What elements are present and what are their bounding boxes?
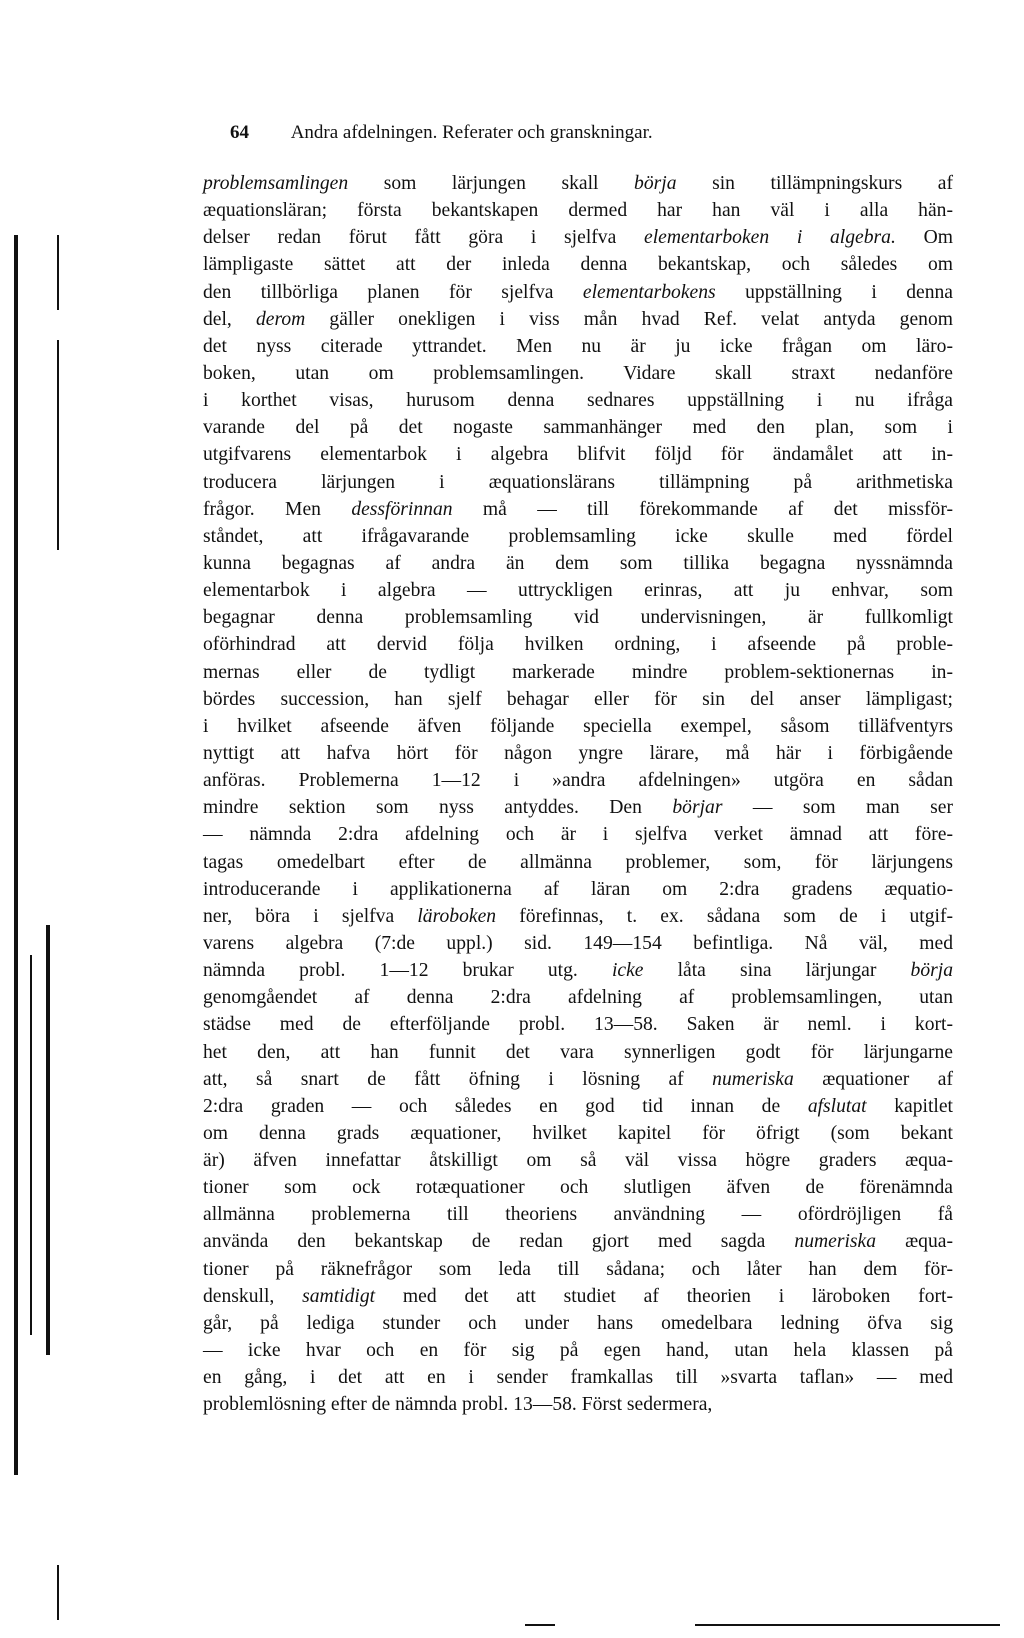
text-line: tagas omedelbart efter de allmänna problemer, som, för lärjungens (203, 851, 953, 873)
text-line: del, derom gäller onekligen i viss mån hvad Ref. velat antyda genom (203, 308, 954, 330)
scan-edge-left-2 (57, 235, 59, 310)
text-line: het den, att han funnit det vara synnerligen godt för lärjungarne (203, 1041, 953, 1063)
text-line: frågor. Men dessförinnan må — till förekommande af det missför- (203, 498, 953, 520)
text-line: — icke hvar och en för sig på egen hand, utan hela klassen på (203, 1340, 953, 1362)
text-line: elementarbok i algebra — uttryckligen erinras, att ju enhvar, som (203, 580, 953, 602)
text-line: kunna begagnas af andra än dem som tillika begagna nyssnämnda (203, 552, 953, 574)
text-line: begagnar denna problemsamling vid undervisningen, är fullkomligt (203, 607, 953, 629)
text-line: ner, böra i sjelfva läroboken förefinnas, t. ex. sådana som de i utgif- (203, 905, 954, 927)
scan-edge-left-4 (30, 955, 32, 1335)
text-line: att, så snart de fått öfning i lösning af numeriska æquationer af (203, 1068, 953, 1090)
text-line: mindre sektion som nyss antyddes. Den börjar — som man ser (203, 797, 953, 819)
text-line: utgifvarens elementarbok i algebra blifvit följd för ändamålet att in- (203, 444, 953, 466)
text-line: 2:dra graden — och således en god tid innan de afslutat kapitlet (203, 1095, 953, 1117)
text-line: varens algebra (7:de uppl.) sid. 149—154 befintliga. Nå väl, med (203, 932, 953, 954)
text-line: nyttigt att hafva hört för någon yngre lärare, må här i förbigående (203, 742, 953, 764)
body-text (203, 170, 953, 1418)
text-line: är) äfven innefattar åtskilligt om så väl vissa högre graders æqua- (203, 1150, 953, 1172)
running-title: Andra afdelningen. Referater och granskningar. (290, 122, 653, 143)
text-line: ståndet, att ifrågavarande problemsamling icke skulle med fördel (203, 525, 953, 547)
text-line: oförhindrad att dervid följa hvilken ordning, i afseende på proble- (203, 634, 953, 656)
scan-edge-left-6 (57, 1565, 59, 1620)
text-line: i hvilket afseende äfven följande speciella exempel, såsom tilläfventyrs (203, 715, 953, 737)
text-line: det nyss citerade yttrandet. Men nu är ju icke frågan om läro- (203, 335, 953, 357)
text-line: tioner som ock rotæquationer och slutligen äfven de förenämnda (203, 1177, 953, 1199)
text-line: — nämnda 2:dra afdelning och är i sjelfva verket ämnad att före- (203, 824, 953, 846)
text-line: problemsamlingen som lärjungen skall börja sin tillämpningskurs af (203, 173, 953, 194)
text-line: nämnda probl. 1—12 brukar utg. icke låta sina lärjungar börja (203, 960, 953, 982)
text-line: i korthet visas, hurusom denna sednares uppställning i nu ifråga (203, 390, 953, 412)
text-line: denskull, samtidigt med det att studiet af theorien i läroboken fort- (203, 1285, 953, 1307)
scan-edge-bottom-1 (525, 1624, 555, 1626)
scan-edge-left-1 (14, 235, 18, 1475)
page-number: 64 (230, 122, 249, 143)
text-line: delser redan förut fått göra i sjelfva elementarboken i algebra. Om (203, 227, 953, 249)
text-line: æquationsläran; första bekantskapen dermed har han väl i alla hän- (203, 200, 953, 222)
text-line: den tillbörliga planen för sjelfva elementarbokens uppställning i denna (203, 281, 953, 303)
text-line: troducera lärjungen i æquationslärans tillämpning på arithmetiska (203, 471, 953, 493)
text-line: mernas eller de tydligt markerade mindre problem-sektionernas in- (203, 661, 953, 683)
running-head (230, 122, 930, 144)
text-line: städse med de efterföljande probl. 13—58. Saken är neml. i kort- (203, 1014, 953, 1036)
text-line: allmänna problemerna till theoriens användning — ofördröjligen få (203, 1204, 953, 1226)
text-line: introducerande i applikationerna af läran om 2:dra gradens æquatio- (203, 878, 953, 900)
text-line: en gång, i det att en i sender framkallas till »svarta taflan» — med (203, 1367, 953, 1389)
text-line: går, på lediga stunder och under hans omedelbara ledning öfva sig (203, 1312, 953, 1334)
text-line: boken, utan om problemsamlingen. Vidare skall straxt nedanföre (203, 362, 953, 384)
text-line: genomgåendet af denna 2:dra afdelning af problemsamlingen, utan (203, 987, 953, 1009)
scan-edge-left-5 (46, 925, 50, 1355)
text-line: tioner på räknefrågor som leda till sådana; och låter han dem för- (203, 1258, 953, 1280)
text-line: anföras. Problemerna 1—12 i »andra afdelningen» utgöra en sådan (203, 770, 953, 792)
text-line: bördes succession, han sjelf behagar eller för sin del anser lämpligast; (203, 688, 953, 710)
text-line: varande del på det nogaste sammanhänger med den plan, som i (203, 417, 953, 439)
text-line: om denna grads æquationer, hvilket kapitel för öfrigt (som bekant (203, 1122, 953, 1144)
text-line: lämpligaste sättet att der inleda denna bekantskap, och således om (203, 254, 953, 276)
scan-edge-bottom-2 (695, 1624, 1000, 1626)
text-line: använda den bekantskap de redan gjort med sagda numeriska æqua- (203, 1231, 953, 1253)
scan-edge-left-3 (57, 340, 59, 550)
text-line: problemlösning efter de nämnda probl. 13—58. Först sedermera, (203, 1394, 713, 1416)
